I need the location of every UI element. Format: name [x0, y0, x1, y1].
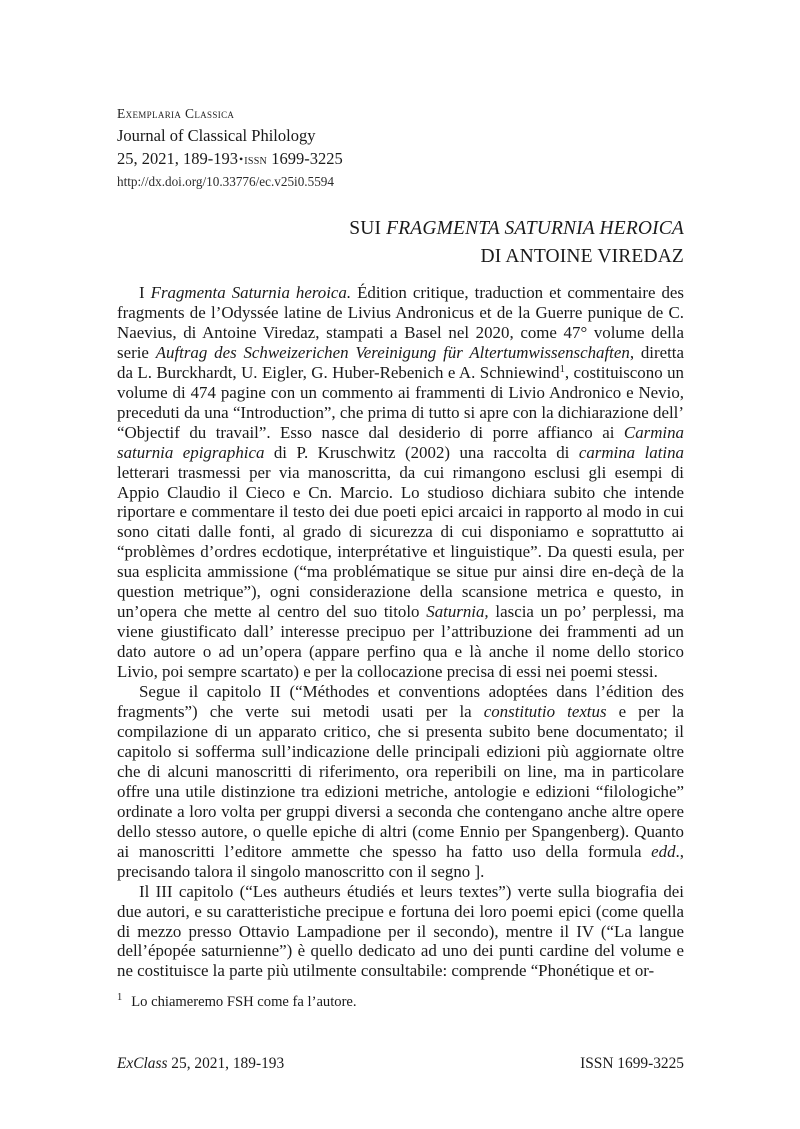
journal-name: Exemplaria Classica	[117, 106, 235, 121]
para1-text-a: Édition critique, traduction et commentaire des fragments de l’Odyssée latine de Livius Andronicus et de la Guerre punique de C. Naevius, di Antoine Viredaz, stampati a Basel nel 2020, come 47° volume della serie	[117, 283, 684, 362]
footer-citation	[117, 1055, 284, 1073]
para1-text-f: lascia un po’ perplessi, ma viene giustificato dall’ interesse precipuo per l’attribuzione dei frammenti ad un dato autore o ad un’opera (appare perfino qua e là anche il nome dello storico Livio, poi sempre scartato) e per la collocazione precisa di essi nei poemi stessi.	[117, 602, 684, 682]
footer-citation-rest: 25, 2021, 189-193	[167, 1055, 285, 1072]
paragraph-3: Il III capitolo (“Les autheurs étudiés et leurs textes”) verte sulla biografia dei due autori, e su caratteristiche precipue e fortuna dei loro poemi epici (come quella di mezzo presso Ottavio Lampadione per il secondo), mentre il IV (“La langue dell’épopée saturnienne”) è quello dedicato ad uno dei punti cardine del volume e ne costituisce la parte più utilmente consultabile: comprende “Phonétique et or-	[117, 881, 684, 981]
issue-line	[117, 147, 684, 171]
para1-saturnia-title: Saturnia,	[426, 602, 489, 622]
footnote-number: 1	[117, 992, 123, 1004]
paragraph-1	[117, 283, 684, 682]
issn-label: issn	[244, 152, 268, 168]
article-body	[117, 283, 684, 981]
footnote-text: Lo chiameremo FSH come fa l’autore.	[131, 994, 357, 1010]
para1-text-b: , diretta da L. Burckhardt, U. Eigler, G. Huber-Rebenich e A. Schniewind	[117, 342, 684, 382]
doi-url[interactable]: http://dx.doi.org/10.33776/ec.v25i0.5594	[117, 173, 334, 189]
title-work-name: FRAGMENTA SATURNIA HEROICA	[386, 218, 684, 239]
masthead	[117, 104, 684, 192]
para2-constitutio-textus: constitutio textus	[483, 702, 607, 722]
footer-journal-abbrev: ExClass	[117, 1055, 168, 1072]
para1-text-e: letterari trasmessi per via manoscritta, da cui rimangono esclusi gli esempi di Appio Claudio il Cieco e Cn. Marcio. Lo studioso dichiara subito che intende riportare e commentare il testo dei due poeti epici arcaici in rapporto al modo in cui sono citati dalle fonti, al grado di sicurezza di cui disponiamo e soprattutto ai “problèmes d’ordres ecdotique, interprétative et linguistique”. Da questi esula, per sua esplicita ammissione (“ma problématique se situe pur ainsi dire en-deçà de la question metrique”), ogni considerazione della scansione metrica e questo, in un’opera che mette al centro del suo titolo	[117, 462, 684, 622]
article-title-block	[117, 215, 684, 270]
para1-lead-roman: I	[139, 283, 151, 302]
article-author: DI ANTOINE VIREDAZ	[480, 245, 684, 267]
issue-volume-pages: 25, 2021, 189-193	[117, 148, 238, 168]
footnote-ref-1[interactable]: 1	[559, 364, 565, 376]
page-footer	[117, 1055, 684, 1073]
paragraph-2	[117, 682, 684, 882]
para1-text-c: , costituiscono un volume di 474 pagine con un commento ai frammenti di Livio Andronico e Nevio, preceduti da una “Introduction”, che prima di tutto si apre con la dichiarazione dell’ “Objectif du travail”. Esso nasce dal desiderio di porre affianco ai	[117, 362, 684, 442]
para1-lead-italic: Fragmenta Saturnia heroica.	[150, 283, 352, 302]
issn-number: 1699-3225	[271, 148, 343, 168]
para1-carmina-title-2: carmina latina	[578, 442, 684, 462]
para1-carmina-title-1: Carmina saturnia epigraphica	[117, 422, 684, 462]
footer-issn: ISSN 1699-3225	[580, 1055, 684, 1072]
para2-text-b: e per la compilazione di un apparato critico, che si presenta subito bene documentato; il capitolo si sofferma sull’indicazione delle principali edizioni più aggiornate oltre che di alcuni manoscritti di riferimento, ora reperibili on line, ma in particolare offre una utile distinzione tra edizioni metriche, antologie e edizioni “filologiche” ordinate a loro volta per gruppi diversi a seconda che contengano anche altre opere dello stesso autore, o quelle epiche di altri (come Ennio per Spangenberg). Quanto ai manoscritti l’editore ammette che spesso ha fatto uso della formula	[117, 702, 685, 861]
para2-text-a: Segue il capitolo II (“Méthodes et conventions adoptées dans l’édition des fragments”) che verte sui metodi usati per la	[117, 682, 684, 722]
footnote-area	[117, 993, 684, 1011]
para2-text-c: ., precisando talora il singolo manoscritto con il segno ].	[117, 841, 684, 881]
title-prefix: SUI	[349, 218, 387, 239]
page-title	[117, 215, 684, 243]
para1-series-title: Auftrag des Schweizerichen Vereinigung für Altertumwissenschaften	[155, 342, 630, 362]
para2-edd-abbrev: edd	[651, 841, 676, 861]
footnote-item	[117, 993, 684, 1011]
para1-text-d: di P. Kruschwitz (2002) una raccolta di	[264, 442, 579, 462]
journal-subtitle: Journal of Classical Philology	[117, 125, 316, 145]
separator-bullet: •	[239, 151, 244, 166]
